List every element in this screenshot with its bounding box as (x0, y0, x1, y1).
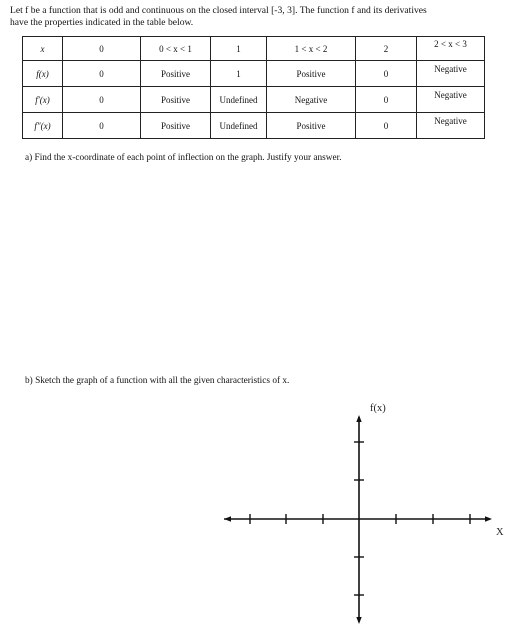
header-cell: 2 (356, 37, 417, 61)
table-cell: Negative (417, 113, 485, 139)
table-cell: Undefined (211, 87, 267, 113)
row-label: f″(x) (23, 113, 63, 139)
intro-line-1: Let f be a function that is odd and continuous on the closed interval [-3, 3]. The function f and its derivatives (10, 5, 427, 16)
header-cell: 0 < x < 1 (141, 37, 211, 61)
y-axis-arrow-top (356, 415, 361, 422)
table-cell: Positive (267, 113, 356, 139)
table-cell: 0 (356, 113, 417, 139)
question-a: a) Find the x-coordinate of each point of inflection on the graph. Justify your answer. (25, 153, 342, 163)
table-cell: Positive (141, 87, 211, 113)
x-axis-label: X (496, 527, 504, 538)
row-label: f(x) (23, 61, 63, 87)
table-cell: Positive (141, 61, 211, 87)
header-cell: 1 < x < 2 (267, 37, 356, 61)
y-axis-label: f(x) (370, 403, 386, 414)
table-cell: 0 (63, 87, 141, 113)
table-cell: 1 (211, 61, 267, 87)
question-b: b) Sketch the graph of a function with all the given characteristics of x. (25, 376, 290, 386)
axes-group (224, 415, 492, 624)
y-axis-arrow-bottom (356, 617, 361, 624)
header-cell: 1 (211, 37, 267, 61)
x-axis-arrow-right (485, 516, 492, 521)
table-cell: Positive (141, 113, 211, 139)
table-cell: Negative (267, 87, 356, 113)
row-label: f′(x) (23, 87, 63, 113)
header-cell-x: x (23, 37, 63, 61)
table-cell: 0 (356, 87, 417, 113)
table-cell: Negative (417, 61, 485, 87)
table-cell: 0 (356, 61, 417, 87)
table-cell: Negative (417, 87, 485, 113)
header-cell: 0 (63, 37, 141, 61)
table-cell: 0 (63, 61, 141, 87)
table-cell: 0 (63, 113, 141, 139)
table-cell: Undefined (211, 113, 267, 139)
intro-line-2: have the properties indicated in the table below. (10, 16, 194, 28)
table-cell: Positive (267, 61, 356, 87)
header-cell: 2 < x < 3 (417, 37, 485, 61)
x-axis-arrow-left (224, 516, 231, 521)
